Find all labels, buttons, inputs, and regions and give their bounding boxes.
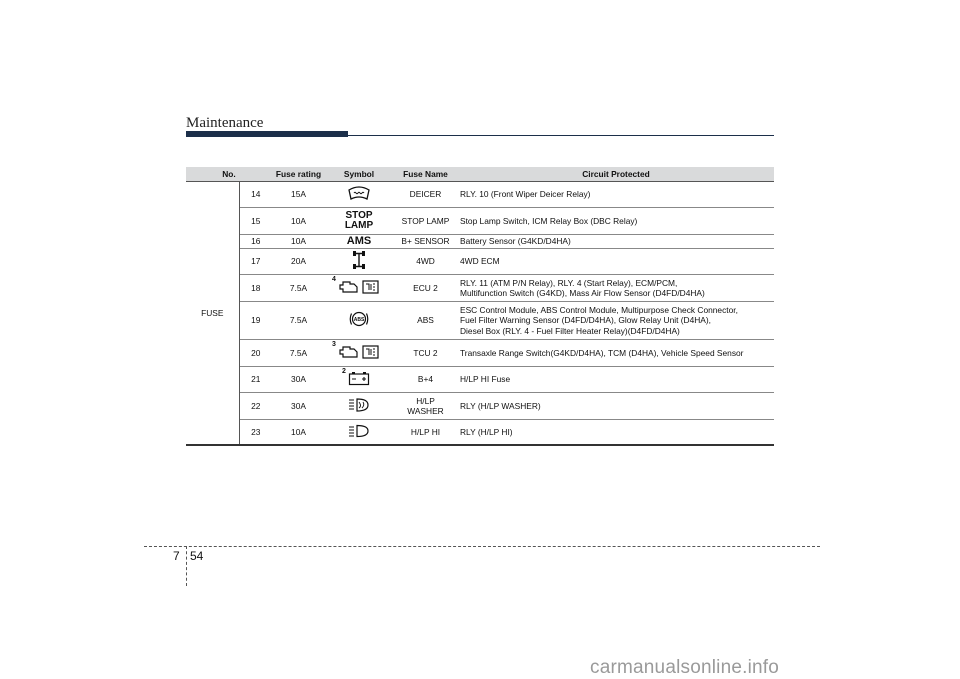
header-fuse-rating: Fuse rating [272, 167, 325, 182]
header-fuse-name: Fuse Name [393, 167, 458, 182]
fuse-name: ABS [393, 302, 458, 340]
fuse-name: DEICER [393, 182, 458, 208]
table-row [186, 340, 774, 367]
abs-icon [348, 310, 370, 328]
symbol-index: 4 [332, 275, 336, 283]
fuse-number: 19 [239, 302, 272, 340]
fuse-rating: 30A [272, 393, 325, 420]
circuit-protected [458, 302, 774, 340]
battery-symbol [342, 367, 370, 389]
fuse-symbol [325, 249, 393, 275]
circuit-protected [458, 208, 774, 235]
circuit-line: 4WD ECM [460, 256, 500, 267]
fuse-name: 4WD [393, 249, 458, 275]
section-title: Maintenance [186, 115, 264, 131]
fuse-number: 15 [239, 208, 272, 235]
circuit-protected [458, 367, 774, 393]
circuit-line: RLY (H/LP WASHER) [460, 400, 541, 411]
circuit-line: H/LP HI Fuse [460, 374, 511, 385]
circuit-protected [458, 420, 774, 445]
circuit-line: Transaxle Range Switch(G4KD/D4HA), TCM (D4HA), Vehicle Speed Sensor [460, 347, 744, 358]
fuse-rating: 7.5A [272, 340, 325, 367]
table-row [186, 249, 774, 275]
fuse-symbol [325, 393, 393, 420]
fuse-name-line: H/LP [416, 395, 435, 406]
footer-rule [144, 546, 820, 547]
fuse-rating: 10A [272, 208, 325, 235]
fuse-number: 18 [239, 275, 272, 302]
watermark: carmanualsonline.info [590, 657, 780, 678]
fuse-name: B+ SENSOR [393, 235, 458, 249]
table-row [186, 182, 774, 208]
circuit-protected [458, 249, 774, 275]
fuse-rating: 10A [272, 420, 325, 445]
table-row [186, 302, 774, 340]
ams-symbol: AMS [346, 235, 372, 248]
circuit-line: Fuel Filter Warning Sensor (D4FD/D4HA), Glow Relay Unit (D4HA), [460, 315, 711, 326]
fuse-rating: 7.5A [272, 275, 325, 302]
chapter-number: 7 [173, 549, 180, 563]
circuit-line: ESC Control Module, ABS Control Module, Multipurpose Check Connector, [460, 304, 738, 315]
fuse-rating: 15A [272, 182, 325, 208]
table-row [186, 393, 774, 420]
fuse-symbol [325, 235, 393, 249]
symbol-text-line: LAMP [344, 220, 374, 231]
battery-icon [348, 371, 370, 386]
symbol-index: 3 [332, 340, 336, 348]
circuit-protected [458, 340, 774, 367]
fuse-symbol [325, 275, 393, 302]
header-rule-thick [186, 131, 348, 137]
fuse-table [186, 167, 774, 446]
fuse-number: 16 [239, 235, 272, 249]
fuse-name: H/LP HI [393, 420, 458, 445]
fuse-symbol [325, 367, 393, 393]
fuse-number: 21 [239, 367, 272, 393]
fuse-rating: 7.5A [272, 302, 325, 340]
circuit-line: Battery Sensor (G4KD/D4HA) [460, 236, 571, 247]
engine-transmission-symbol [332, 340, 380, 363]
fuse-number: 17 [239, 249, 272, 275]
circuit-protected [458, 393, 774, 420]
fuse-number: 22 [239, 393, 272, 420]
headlamp-washer-icon [348, 397, 370, 413]
table-row [186, 235, 774, 249]
engine-transmission-symbol [332, 275, 380, 298]
circuit-line: Multifunction Switch (G4KD), Mass Air Flow Sensor (D4FD/D4HA) [460, 288, 705, 298]
fuse-rating: 20A [272, 249, 325, 275]
engine-transmission-icon [338, 344, 380, 360]
headlamp-high-icon [348, 424, 370, 438]
fuse-name [393, 393, 458, 420]
fuse-symbol [325, 208, 393, 235]
wiper-deicer-icon [347, 185, 371, 201]
circuit-line: RLY (H/LP HI) [460, 426, 513, 437]
fuse-name: TCU 2 [393, 340, 458, 367]
header-circuit-protected: Circuit Protected [458, 167, 774, 182]
table-header-row [186, 167, 774, 182]
fuse-rating: 30A [272, 367, 325, 393]
header-no: No. [186, 167, 272, 182]
symbol-text-line: STOP [345, 210, 373, 221]
table-row [186, 420, 774, 445]
fuse-name-line: WASHER [407, 406, 444, 416]
table-row [186, 275, 774, 302]
table-row [186, 208, 774, 235]
fuse-name: STOP LAMP [393, 208, 458, 235]
symbol-index: 2 [342, 367, 346, 375]
fuse-number: 23 [239, 420, 272, 445]
header-symbol: Symbol [325, 167, 393, 182]
fuse-number: 14 [239, 182, 272, 208]
4wd-icon [351, 250, 367, 270]
circuit-protected [458, 235, 774, 249]
abs-icon-label: ABS [353, 317, 365, 324]
fuse-symbol [325, 302, 393, 340]
footer-divider [186, 546, 187, 586]
fuse-number: 20 [239, 340, 272, 367]
fuse-rating: 10A [272, 235, 325, 249]
table-row [186, 367, 774, 393]
fuse-symbol [325, 182, 393, 208]
fuse-name: ECU 2 [393, 275, 458, 302]
circuit-line: RLY. 11 (ATM P/N Relay), RLY. 4 (Start Relay), ECM/PCM, [460, 277, 678, 288]
fuse-name: B+4 [393, 367, 458, 393]
fuse-group-label: FUSE [186, 182, 239, 445]
stop-lamp-symbol [327, 211, 391, 231]
circuit-line: Stop Lamp Switch, ICM Relay Box (DBC Relay) [460, 215, 638, 226]
circuit-protected [458, 182, 774, 208]
engine-transmission-icon [338, 279, 380, 295]
circuit-line: RLY. 10 (Front Wiper Deicer Relay) [460, 189, 591, 200]
fuse-symbol [325, 340, 393, 367]
circuit-protected [458, 275, 774, 302]
fuse-symbol [325, 420, 393, 445]
circuit-line: Diesel Box (RLY. 4 - Fuel Filter Heater Relay)(D4FD/D4HA) [460, 325, 680, 336]
header-rule-thin [186, 135, 774, 136]
page-number: 54 [190, 549, 204, 563]
